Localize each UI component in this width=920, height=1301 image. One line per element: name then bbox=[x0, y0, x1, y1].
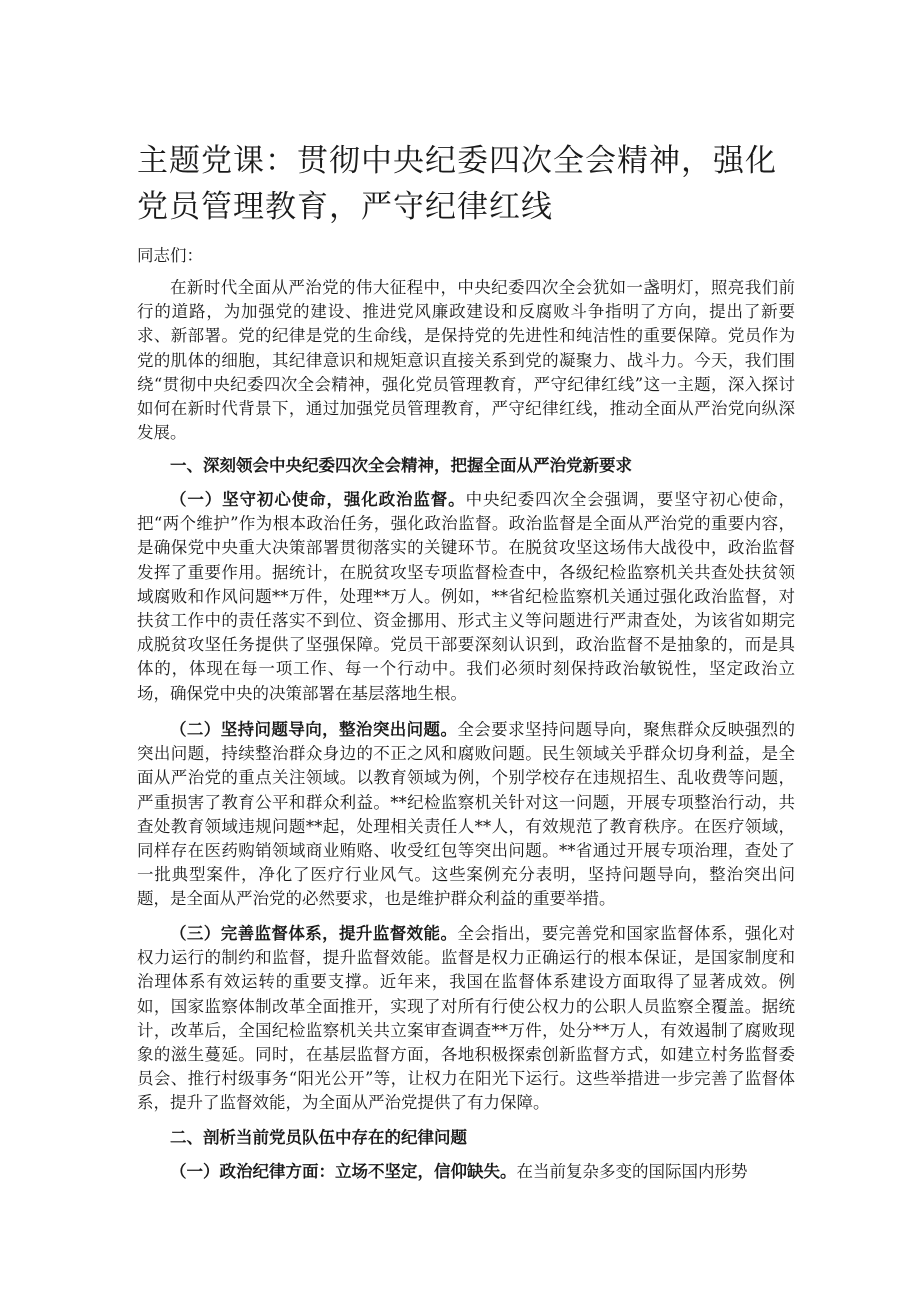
section-1-item-1 bbox=[137, 488, 795, 706]
section-1-item-3 bbox=[137, 922, 795, 1116]
section-2-item-1 bbox=[137, 1160, 795, 1184]
document-title: 主题党课：贯彻中央纪委四次全会精神，强化党员管理教育，严守纪律红线 bbox=[137, 143, 777, 225]
section-1-item-3-lead: （三）完善监督体系，提升监督效能。 bbox=[170, 924, 458, 943]
section-1-item-3-text: 全会指出，要完善党和国家监督体系，强化对权力运行的制约和监督，提升监督效能。监督是权力正确运行的根本保证，是国家制度和治理体系有效运转的重要支撑。近年来，我国在监督体系建设方面取得了显著成效。例如，国家监察体制改革全面推开，实现了对所有行使公权力的公职人员监察全覆盖。据统计，改革后，全国纪检监察机关共立案审查调查**万件，处分**万人，有效遏制了腐败现象的滋生蔓延。同时，在基层监督方面，各地积极探索创新监督方式，如建立村务监督委员会、推行村级事务“阳光公开”等，让权力在阳光下运行。这些举措进一步完善了监督体系，提升了监督效能，为全面从严治党提供了有力保障。 bbox=[137, 924, 796, 1113]
salutation: 同志们： bbox=[137, 246, 203, 265]
section-1-item-2-text: 全会要求坚持问题导向，聚焦群众反映强烈的突出问题，持续整治群众身边的不正之风和腐败问题。民生领域关乎群众切身利益，是全面从严治党的重点关注领域。以教育领域为例，个别学校存在违规招生、乱收费等问题，严重损害了教育公平和群众利益。**纪检监察机关针对这一问题，开展专项整治行动，共查处教育领域违规问题**起，处理相关责任人**人，有效规范了教育秩序。在医疗领域，同样存在医药购销领域商业贿赂、收受红包等突出问题。**省通过开展专项治理，查处了一批典型案件，净化了医疗行业风气。这些案例充分表明，坚持问题导向，整治突出问题，是全面从严治党的必然要求，也是维护群众利益的重要举措。 bbox=[137, 720, 796, 909]
section-1-heading: 一、深刻领会中央纪委四次全会精神，把握全面从严治党新要求 bbox=[170, 456, 632, 475]
section-2-heading: 二、剖析当前党员队伍中存在的纪律问题 bbox=[170, 1128, 467, 1147]
section-2-item-1-lead: （一）政治纪律方面：立场不坚定，信仰缺失。 bbox=[170, 1162, 517, 1181]
section-1-item-2-lead: （二）坚持问题导向，整治突出问题。 bbox=[170, 720, 458, 739]
intro-paragraph: 在新时代全面从严治党的伟大征程中，中央纪委四次全会犹如一盏明灯，照亮我们前行的道路，为加强党的建设、推进党风廉政建设和反腐败斗争指明了方向，提出了新要求、新部署。党的纪律是党的生命线，是保持党的先进性和纯洁性的重要保障。党员作为党的肌体的细胞，其纪律意识和规矩意识直接关系到党的凝聚力、战斗力。今天，我们围绕“贯彻中央纪委四次全会精神，强化党员管理教育，严守纪律红线”这一主题，深入探讨如何在新时代背景下，通过加强党员管理教育，严守纪律红线，推动全面从严治党向纵深发展。 bbox=[137, 278, 795, 443]
section-1-item-2 bbox=[137, 718, 795, 912]
section-2-item-1-text: 在当前复杂多变的国际国内形势 bbox=[516, 1162, 748, 1181]
section-1-item-1-text: 中央纪委四次全会强调，要坚守初心使命，把“两个维护”作为根本政治任务，强化政治监督。政治监督是全面从严治党的重要内容，是确保党中央重大决策部署贯彻落实的关键环节。在脱贫攻坚这场伟大战役中，政治监督发挥了重要作用。据统计，在脱贫攻坚专项监督检查中，各级纪检监察机关共查处扶贫领域腐败和作风问题**万件，处理**万人。例如，**省纪检监察机关通过强化政治监督，对扶贫工作中的责任落实不到位、资金挪用、形式主义等问题进行严肃查处，为该省如期完成脱贫攻坚任务提供了坚强保障。党员干部要深刻认识到，政治监督不是抽象的，而是具体的，体现在每一项工作、每一个行动中。我们必须时刻保持政治敏锐性，坚定政治立场，确保党中央的决策部署在基层落地生根。 bbox=[137, 490, 796, 703]
section-1-item-1-lead: （一）坚守初心使命，强化政治监督。 bbox=[170, 490, 466, 509]
